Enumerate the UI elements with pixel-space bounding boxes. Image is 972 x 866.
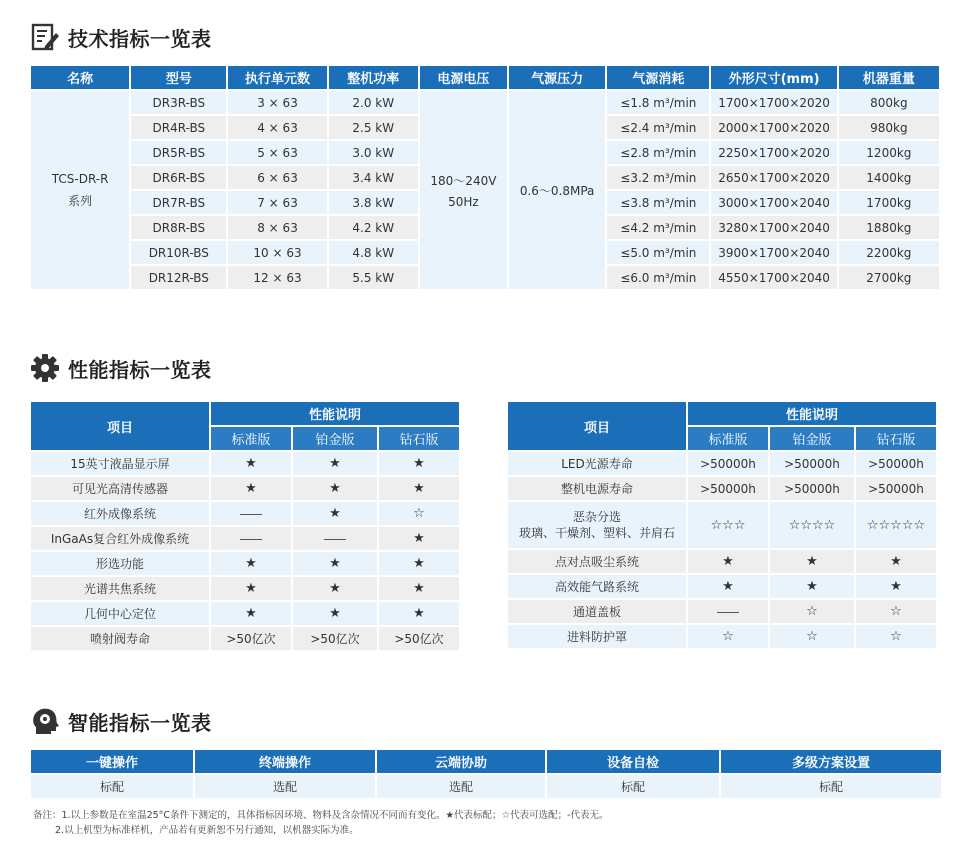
edition-header: 标准版 <box>688 427 768 450</box>
smart-header-cell: 多级方案设置 <box>721 750 941 773</box>
edition-value-cell <box>379 477 459 500</box>
perf-table-right <box>506 400 938 650</box>
air-consumption-cell: ≤4.2 m³/min <box>607 216 709 239</box>
edition-value-cell <box>688 625 768 648</box>
perf-item-label: 整机电源寿命 <box>560 482 633 496</box>
edition-value-cell <box>688 502 768 548</box>
value-text: >50亿次 <box>310 632 360 646</box>
edition-value-cell <box>688 477 768 500</box>
filled-star-icon: ★ <box>413 581 425 596</box>
edition-header: 铂金版 <box>293 427 377 450</box>
perf-item-label: 红外成像系统 <box>83 507 156 521</box>
edition-value-cell <box>688 600 768 623</box>
smart-header-cell: 设备自检 <box>547 750 719 773</box>
edition-value-cell <box>688 550 768 573</box>
filled-star-icon: ★ <box>890 554 902 569</box>
filled-star-icon: ★ <box>245 581 257 596</box>
smart-header-cell: 终端操作 <box>195 750 375 773</box>
units-cell: 5 × 63 <box>228 141 326 164</box>
smart-section-header <box>30 706 212 736</box>
units-cell: 12 × 63 <box>228 266 326 289</box>
dimension-cell: 2650×1700×2020 <box>711 166 836 189</box>
edition-value-cell <box>211 502 291 525</box>
air-consumption-cell: ≤5.0 m³/min <box>607 241 709 264</box>
dimension-cell: 4550×1700×2040 <box>711 266 836 289</box>
filled-star-icon: ★ <box>245 556 257 571</box>
outline-star-icon: ☆☆☆☆ <box>788 517 836 533</box>
outline-star-icon: ☆ <box>413 506 425 521</box>
series-name-line: 系列 <box>68 193 93 208</box>
units-cell: 4 × 63 <box>228 116 326 139</box>
air-consumption-cell: ≤3.2 m³/min <box>607 166 709 189</box>
edition-value-cell <box>211 527 291 550</box>
tech-header-row <box>31 66 939 89</box>
perf-item-cell <box>31 477 209 500</box>
perf-item-label: 形选功能 <box>95 557 144 571</box>
edition-header: 钻石版 <box>379 427 459 450</box>
tech-header-cell: 电源电压 <box>420 66 507 89</box>
value-text: >50亿次 <box>226 632 276 646</box>
perf-item-cell <box>31 552 209 575</box>
perf-item-label: 通道盖板 <box>572 605 621 619</box>
perf-row <box>508 600 936 623</box>
edition-value-cell <box>856 575 936 598</box>
perf-item-line: 恶杂分选 <box>572 510 621 524</box>
perf-item-header: 项目 <box>508 402 686 450</box>
perf-item-cell <box>31 502 209 525</box>
power-cell: 3.4 kW <box>329 166 418 189</box>
perf-item-label: InGaAs复合红外成像系统 <box>50 532 190 546</box>
smart-value-cell: 标配 <box>31 775 193 798</box>
weight-cell: 2200kg <box>839 241 939 264</box>
edition-value-cell <box>211 552 291 575</box>
smart-value-cell: 标配 <box>721 775 941 798</box>
outline-star-icon: ☆☆☆☆☆ <box>866 517 926 533</box>
air-consumption-cell: ≤3.8 m³/min <box>607 191 709 214</box>
perf-desc-header: 性能说明 <box>211 402 459 425</box>
filled-star-icon: ★ <box>245 606 257 621</box>
none-dash-icon <box>324 539 346 540</box>
perf-item-label: 进料防护罩 <box>566 630 627 644</box>
perf-row <box>31 477 459 500</box>
voltage-line: 180～240V <box>430 173 497 188</box>
voltage-line: 50Hz <box>448 194 479 209</box>
perf-item-cell <box>508 550 686 573</box>
filled-star-icon: ★ <box>329 606 341 621</box>
tech-section-header <box>30 22 212 52</box>
air-consumption-cell: ≤2.4 m³/min <box>607 116 709 139</box>
weight-cell: 1700kg <box>839 191 939 214</box>
value-text: >50亿次 <box>394 632 444 646</box>
filled-star-icon: ★ <box>329 581 341 596</box>
edition-value-cell <box>293 552 377 575</box>
filled-star-icon: ★ <box>890 579 902 594</box>
weight-cell: 1200kg <box>839 141 939 164</box>
tech-header-cell: 整机功率 <box>329 66 418 89</box>
units-cell: 7 × 63 <box>228 191 326 214</box>
edition-value-cell <box>770 600 854 623</box>
edition-value-cell <box>379 502 459 525</box>
units-cell: 3 × 63 <box>228 91 326 114</box>
perf-item-label: LED光源寿命 <box>561 457 633 471</box>
dimension-cell: 3280×1700×2040 <box>711 216 836 239</box>
power-cell: 3.0 kW <box>329 141 418 164</box>
perf-item-cell <box>31 577 209 600</box>
edition-value-cell <box>856 477 936 500</box>
edition-value-cell <box>770 550 854 573</box>
none-dash-icon <box>240 539 262 540</box>
edition-value-cell <box>293 502 377 525</box>
edition-value-cell <box>770 625 854 648</box>
series-name-cell <box>31 91 129 289</box>
perf-row <box>31 577 459 600</box>
none-dash-icon <box>240 514 262 515</box>
perf-row <box>31 552 459 575</box>
perf-desc-header: 性能说明 <box>688 402 936 425</box>
model-cell: DR6R-BS <box>131 166 226 189</box>
perf-item-cell <box>31 627 209 650</box>
perf-title: 性能指标一览表 <box>68 357 212 382</box>
model-cell: DR12R-BS <box>131 266 226 289</box>
filled-star-icon: ★ <box>329 506 341 521</box>
filled-star-icon: ★ <box>806 579 818 594</box>
document-edit-icon <box>30 22 60 52</box>
none-dash-icon <box>717 612 739 613</box>
edition-value-cell <box>293 577 377 600</box>
model-cell: DR3R-BS <box>131 91 226 114</box>
pressure-cell: 0.6～0.8MPa <box>509 91 605 289</box>
dimension-cell: 2250×1700×2020 <box>711 141 836 164</box>
head-gear-icon <box>30 706 60 736</box>
smart-header-cell: 一键操作 <box>31 750 193 773</box>
edition-value-cell <box>293 527 377 550</box>
power-cell: 2.5 kW <box>329 116 418 139</box>
perf-row <box>31 527 459 550</box>
value-text: >50000h <box>784 481 840 496</box>
edition-value-cell <box>379 627 459 650</box>
filled-star-icon: ★ <box>413 606 425 621</box>
tech-header-cell: 型号 <box>131 66 226 89</box>
outline-star-icon: ☆ <box>890 604 902 619</box>
units-cell: 6 × 63 <box>228 166 326 189</box>
air-consumption-cell: ≤6.0 m³/min <box>607 266 709 289</box>
edition-value-cell <box>379 577 459 600</box>
edition-value-cell <box>211 602 291 625</box>
edition-value-cell <box>379 527 459 550</box>
perf-section-header <box>30 353 212 383</box>
edition-value-cell <box>379 552 459 575</box>
perf-row <box>31 452 459 475</box>
outline-star-icon: ☆ <box>806 629 818 644</box>
edition-value-cell <box>688 452 768 475</box>
footnote-line-2: 2.以上机型为标准样机，产品若有更新恕不另行通知，以机器实际为准。 <box>55 825 359 836</box>
air-consumption-cell: ≤1.8 m³/min <box>607 91 709 114</box>
edition-value-cell <box>770 502 854 548</box>
power-cell: 4.8 kW <box>329 241 418 264</box>
edition-value-cell <box>293 602 377 625</box>
perf-item-cell <box>508 575 686 598</box>
weight-cell: 980kg <box>839 116 939 139</box>
edition-header: 钻石版 <box>856 427 936 450</box>
edition-header: 铂金版 <box>770 427 854 450</box>
filled-star-icon: ★ <box>413 456 425 471</box>
edition-value-cell <box>379 452 459 475</box>
filled-star-icon: ★ <box>413 531 425 546</box>
units-cell: 10 × 63 <box>228 241 326 264</box>
perf-row <box>508 550 936 573</box>
value-text: >50000h <box>784 456 840 471</box>
smart-header-cell: 云端协助 <box>377 750 545 773</box>
edition-value-cell <box>293 452 377 475</box>
smart-table <box>29 748 943 800</box>
filled-star-icon: ★ <box>806 554 818 569</box>
edition-value-cell <box>856 550 936 573</box>
edition-value-cell <box>211 577 291 600</box>
power-cell: 5.5 kW <box>329 266 418 289</box>
perf-item-label: 点对点吸尘系统 <box>554 555 639 569</box>
tech-header-cell: 机器重量 <box>839 66 939 89</box>
dimension-cell: 3900×1700×2040 <box>711 241 836 264</box>
power-cell: 2.0 kW <box>329 91 418 114</box>
edition-value-cell <box>293 627 377 650</box>
edition-value-cell <box>856 600 936 623</box>
perf-item-cell <box>508 600 686 623</box>
tech-title: 技术指标一览表 <box>68 26 212 51</box>
perf-row <box>31 502 459 525</box>
model-cell: DR4R-BS <box>131 116 226 139</box>
units-cell: 8 × 63 <box>228 216 326 239</box>
perf-row <box>31 627 459 650</box>
smart-value-cell: 选配 <box>195 775 375 798</box>
outline-star-icon: ☆ <box>722 629 734 644</box>
model-cell: DR5R-BS <box>131 141 226 164</box>
perf-item-cell <box>508 477 686 500</box>
edition-value-cell <box>856 452 936 475</box>
filled-star-icon: ★ <box>329 556 341 571</box>
perf-row <box>508 575 936 598</box>
edition-value-cell <box>770 452 854 475</box>
value-text: >50000h <box>700 456 756 471</box>
edition-value-cell <box>211 452 291 475</box>
perf-row <box>508 477 936 500</box>
perf-item-label: 光谱共焦系统 <box>83 582 156 596</box>
edition-value-cell <box>211 627 291 650</box>
edition-value-cell <box>688 575 768 598</box>
perf-item-cell <box>31 602 209 625</box>
footnote-line-1: 备注：1.以上参数是在室温25°C条件下测定的，具体指标因环境、物料及含杂情况不同而有变化。★代表标配；☆代表可选配；-代表无。 <box>33 810 609 821</box>
smart-title: 智能指标一览表 <box>68 710 212 735</box>
tech-header-cell: 气源压力 <box>509 66 605 89</box>
tech-header-cell: 外形尺寸(mm) <box>711 66 836 89</box>
power-cell: 4.2 kW <box>329 216 418 239</box>
weight-cell: 1880kg <box>839 216 939 239</box>
perf-row <box>508 625 936 648</box>
outline-star-icon: ☆ <box>806 604 818 619</box>
series-name-line: TCS-DR-R <box>51 171 109 186</box>
perf-item-label: 喷射阀寿命 <box>89 632 150 646</box>
perf-item-cell <box>31 527 209 550</box>
perf-item-label: 可见光高清传感器 <box>71 482 168 496</box>
perf-item-line: 玻璃、干燥剂、塑料、并肩石 <box>518 526 675 540</box>
dimension-cell: 1700×1700×2020 <box>711 91 836 114</box>
filled-star-icon: ★ <box>329 456 341 471</box>
tech-table <box>29 64 941 291</box>
outline-star-icon: ☆☆☆ <box>710 517 746 533</box>
perf-item-label: 高效能气路系统 <box>554 580 639 594</box>
smart-value-cell: 选配 <box>377 775 545 798</box>
edition-value-cell <box>770 575 854 598</box>
dimension-cell: 3000×1700×2040 <box>711 191 836 214</box>
model-cell: DR7R-BS <box>131 191 226 214</box>
perf-item-cell <box>508 625 686 648</box>
weight-cell: 2700kg <box>839 266 939 289</box>
model-cell: DR8R-BS <box>131 216 226 239</box>
perf-table-left <box>29 400 461 652</box>
perf-item-cell <box>508 452 686 475</box>
perf-item-cell <box>31 452 209 475</box>
footnote <box>33 808 609 838</box>
edition-value-cell <box>856 502 936 548</box>
value-text: >50000h <box>868 456 924 471</box>
power-cell: 3.8 kW <box>329 191 418 214</box>
perf-row <box>508 502 936 548</box>
value-text: >50000h <box>700 481 756 496</box>
edition-value-cell <box>293 477 377 500</box>
perf-item-label: 几何中心定位 <box>83 607 156 621</box>
air-consumption-cell: ≤2.8 m³/min <box>607 141 709 164</box>
perf-item-cell <box>508 502 686 548</box>
edition-header: 标准版 <box>211 427 291 450</box>
tech-header-cell: 气源消耗 <box>607 66 709 89</box>
filled-star-icon: ★ <box>722 554 734 569</box>
weight-cell: 1400kg <box>839 166 939 189</box>
gear-icon <box>30 353 60 383</box>
filled-star-icon: ★ <box>245 481 257 496</box>
outline-star-icon: ☆ <box>890 629 902 644</box>
filled-star-icon: ★ <box>245 456 257 471</box>
edition-value-cell <box>856 625 936 648</box>
edition-value-cell <box>770 477 854 500</box>
perf-row <box>508 452 936 475</box>
filled-star-icon: ★ <box>722 579 734 594</box>
tech-header-cell: 名称 <box>31 66 129 89</box>
filled-star-icon: ★ <box>329 481 341 496</box>
edition-value-cell <box>379 602 459 625</box>
perf-item-label: 15英寸液晶显示屏 <box>70 457 170 471</box>
edition-value-cell <box>211 477 291 500</box>
perf-item-header: 项目 <box>31 402 209 450</box>
filled-star-icon: ★ <box>413 481 425 496</box>
voltage-cell <box>420 91 507 289</box>
tech-header-cell: 执行单元数 <box>228 66 326 89</box>
filled-star-icon: ★ <box>413 556 425 571</box>
dimension-cell: 2000×1700×2020 <box>711 116 836 139</box>
weight-cell: 800kg <box>839 91 939 114</box>
value-text: >50000h <box>868 481 924 496</box>
smart-value-cell: 标配 <box>547 775 719 798</box>
model-cell: DR10R-BS <box>131 241 226 264</box>
tech-row <box>31 91 939 114</box>
perf-row <box>31 602 459 625</box>
